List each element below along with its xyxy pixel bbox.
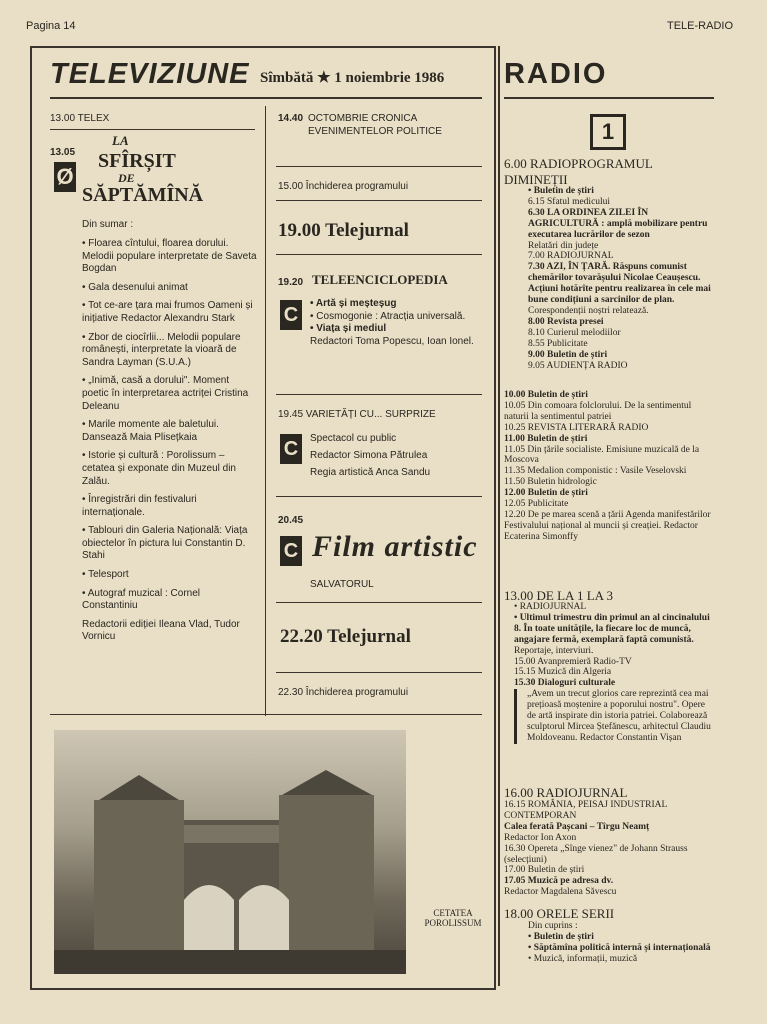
rule: [50, 714, 482, 715]
radio-line: 7.00 RADIOJURNAL: [528, 251, 614, 262]
summary-item: • Tot ce-are țara mai frumos Oameni și inițiative Redactor Alexandru Stark: [82, 300, 253, 324]
summary-item: • Floarea cîntului, floarea dorului. Melodii populare interpretate de Saveta Bogdan: [82, 238, 257, 275]
list-item: Redactor Simona Pătrulea: [310, 450, 428, 461]
radio-line: 15.15 Muzică din Algeria: [514, 667, 612, 678]
radio-midday-list: [504, 390, 716, 543]
tv-column-divider: [265, 106, 266, 716]
radio-line: 8.55 Publicitate: [528, 338, 588, 349]
radio-line: 9.00 Buletin de știri: [528, 349, 608, 360]
radio-line: Din cuprins :: [528, 921, 578, 931]
radio-evening-list: [504, 800, 716, 898]
tv-title: TELEVIZIUNE: [50, 58, 250, 90]
radio-line: 16.15 ROMÂNIA, PEISAJ INDUSTRIAL CONTEMPORAN: [504, 800, 667, 821]
radio-block-0600: [504, 156, 714, 188]
block-time: 6.00: [504, 156, 527, 171]
radio-title: RADIO: [504, 58, 608, 90]
program-one-badge: 1: [590, 114, 626, 150]
radio-afternoon-list: [504, 602, 716, 744]
radio-line: Relatări din județe: [528, 240, 599, 251]
photo-caption: CETATEA POROLISSUM: [424, 908, 482, 928]
show-title-saptamina: SĂPTĂMÎNĂ: [82, 184, 204, 206]
item-1440-text: OCTOMBRIE CRONICA EVENIMENTELOR POLITICE: [308, 113, 442, 137]
radio-line: 10.05 Din comoara folclorului. De la sentimentul naturii la sentimentul patriei: [504, 400, 692, 422]
block-time: 18.00: [504, 906, 534, 921]
summary-item: • Tablouri din Galeria Națională: Viața obiectelor în pictura lui Constantin D. Stahi: [82, 525, 248, 562]
summary-item: • Marile momente ale baletului. Dansează Maia Plisețkaia: [82, 419, 219, 443]
color-c-icon: C: [280, 300, 302, 330]
block-title: ORELE SERII: [536, 906, 615, 921]
rule: [276, 496, 482, 497]
rule: [276, 602, 482, 603]
item-1945-list: [310, 430, 480, 481]
item-2045-time: 20.45: [278, 515, 304, 526]
telex-item: 13.00 TELEX: [50, 113, 110, 124]
item-1440-time: 14.40: [278, 113, 304, 124]
radio-line: Calea ferată Pașcani – Tîrgu Neamț: [504, 821, 650, 832]
summary-item: • „Inimă, casă a dorului". Moment poetic în interpretarea actriței Cristina Deleanu: [82, 375, 249, 412]
radio-line: 8.10 Curierul melodiilor: [528, 327, 621, 338]
list-item: • Cosmogonie : Atracția universală.: [310, 310, 466, 322]
summary-item: • Gala desenului animat: [82, 281, 188, 293]
color-c-icon: C: [280, 536, 302, 566]
tv-date: Sîmbătă ★ 1 noiembrie 1986: [260, 70, 445, 86]
summary-item: • Autograf muzical : Cornel Constantiniu: [82, 587, 200, 612]
radio-line: Redactor Ion Axon: [504, 832, 577, 843]
radio-line: 9.05 AUDIENȚA RADIO: [528, 360, 628, 371]
radio-line: • Săptămîna politică internă și internațională: [528, 942, 711, 953]
rule: [276, 254, 482, 255]
radio-line: 15.00 Avanpremieră Radio-TV: [514, 656, 632, 667]
telejurnal-2220: 22.20 Telejurnal: [280, 626, 411, 647]
block-time: 13.00: [504, 588, 534, 603]
radio-line: 8.00 Revista presei: [528, 316, 604, 327]
radio-line: 11.00 Buletin de știri: [504, 433, 588, 444]
summary-item: • Telesport: [82, 569, 129, 581]
radio-line: • Muzică, informații, muzică: [528, 953, 638, 964]
radio-line: 16.30 Opereta „Sînge vienez" de Johann Strauss (selecțiuni): [504, 843, 688, 865]
radio-line: 12.20 De pe marea scenă a țării Agenda manifestărilor Festivalului național al muncii și creației. Redactor Ecaterina Simonffy: [504, 509, 711, 542]
radio-line: Redactor Magdalena Săvescu: [504, 887, 617, 898]
radio-line: 11.05 Din țările socialiste. Emisiune muzicală de la Moscova: [504, 444, 700, 466]
radio-block-1800: [504, 906, 614, 922]
rule: [276, 200, 482, 201]
list-item: • Artă și meșteșug: [310, 298, 397, 309]
list-item: • Viața și mediul: [310, 323, 387, 335]
center-divider: [498, 46, 500, 986]
item-1945: 19.45 VARIETĂȚI CU... SURPRIZE: [278, 409, 436, 420]
fortress-gate-illustration: [54, 730, 406, 974]
summary-list: [82, 238, 257, 644]
tv-header-rule: [50, 97, 482, 99]
section-label: TELE-RADIO: [666, 20, 733, 32]
color-c-icon: C: [280, 434, 302, 464]
radio-line: 6.15 Sfatul medicului: [528, 196, 611, 207]
show-time: 13.05: [50, 147, 76, 158]
rule: [50, 129, 255, 130]
block-title: DE LA 1 LA 3: [536, 588, 614, 603]
radio-block-1600: [504, 785, 628, 801]
rule: [276, 672, 482, 673]
show-title-sfirsit: SFÎRȘIT: [98, 150, 176, 172]
telejurnal-1900: 19.00 Telejurnal: [278, 220, 409, 241]
item-1920-title: TELEENCICLOPEDIA: [312, 272, 448, 287]
summary-item: Redactorii ediției Ileana Vlad, Tudor Vornicu: [82, 618, 240, 643]
summary-item: • Înregistrări din festivaluri internaționale.: [82, 494, 197, 518]
radio-line: 11.50 Buletin hidrologic: [504, 477, 597, 488]
item-1920-time: 19.20: [278, 277, 304, 288]
porolissum-photo: [54, 730, 406, 974]
film-artistic-title: Film artistic: [312, 530, 478, 563]
item-1500: 15.00 Închiderea programului: [278, 181, 409, 192]
radio-line: 12.05 Publicitate: [504, 499, 569, 510]
radio-line: 7.30 AZI, ÎN ȚARĂ. Răspuns comunist chemărilor tovarășului Nicolae Ceaușescu. Acțiuni hotărîte pentru realizarea în cele mai bune condițiuni a sarcinilor de plan.: [528, 262, 711, 306]
film-name: SALVATORUL: [310, 579, 374, 590]
item-1920-list: [310, 298, 480, 348]
radio-line: • Ultimul trimestru din primul an al cincinalului 8. În toate unitățile, la fiecare loc de muncă, angajare fermă, exemplară faptă comunistă.: [514, 612, 710, 645]
radio-line: 17.00 Buletin de știri: [504, 865, 585, 876]
radio-line: Reportaje, interviuri.: [514, 645, 594, 656]
radio-night-list: [504, 921, 716, 965]
radio-morning-list: [504, 186, 716, 371]
radio-line: 10.25 REVISTA LITERARĂ RADIO: [504, 422, 649, 433]
radio-line: Corespondenții noștri relatează.: [528, 305, 649, 316]
list-item: Spectacol cu public: [310, 433, 397, 444]
rule: [276, 394, 482, 395]
item-2230: 22.30 Închiderea programului: [278, 687, 409, 698]
summary-item: • Zbor de ciocîrlii... Melodii populare românești, interpretate la vioară de Sandra Layman (S.U.A.): [82, 331, 241, 368]
radio-line: 12.00 Buletin de știri: [504, 488, 588, 499]
radio-line: 11.35 Medalion componistic : Vasile Veselovski: [504, 466, 687, 477]
radio-line: • Buletin de știri: [528, 186, 594, 196]
list-item: Regia artistică Anca Sandu: [310, 467, 431, 478]
summary-label: Din sumar :: [82, 219, 134, 230]
page-number: Pagina 14: [26, 20, 76, 32]
summary-item: • Istorie și cultură : Porolissum – cetatea și exponate din Muzeul din Zalău.: [82, 450, 236, 487]
radio-line: • Buletin de știri: [528, 931, 594, 942]
show-title-la: LA: [112, 133, 129, 148]
radio-line: 6.30 LA ORDINEA ZILEI ÎN AGRICULTURĂ : amplă mobilizare pentru executarea lucrărilor de sezon: [528, 207, 708, 240]
list-item: Redactori Toma Popescu, Ioan Ionel.: [310, 335, 474, 347]
show-title-de: DE: [118, 171, 135, 185]
radio-line: 15.30 Dialoguri culturale: [514, 678, 616, 689]
program-dot-icon: Ø: [54, 162, 76, 192]
radio-header-rule: [504, 97, 714, 99]
radio-line: 17.05 Muzică pe adresa dv.: [504, 876, 614, 887]
radio-line: „Avem un trecut glorios care reprezintă cea mai prețioasă moștenire a poporului nostru". Opere de artă inspirate din istoria patriei. Colaborează sculptorul Mircea Ștefănescu, arhitectul Claudiu Moldoveanu. Redactor Constantin Vișan: [514, 689, 716, 744]
radio-line: • RADIOJURNAL: [514, 602, 587, 612]
rule: [276, 166, 482, 167]
radio-line: 10.00 Buletin de știri: [504, 390, 588, 400]
block-title: RADIOJURNAL: [536, 785, 628, 800]
block-title: RADIOPROGRAMUL DIMINEȚII: [504, 156, 653, 187]
block-time: 16.00: [504, 785, 534, 800]
